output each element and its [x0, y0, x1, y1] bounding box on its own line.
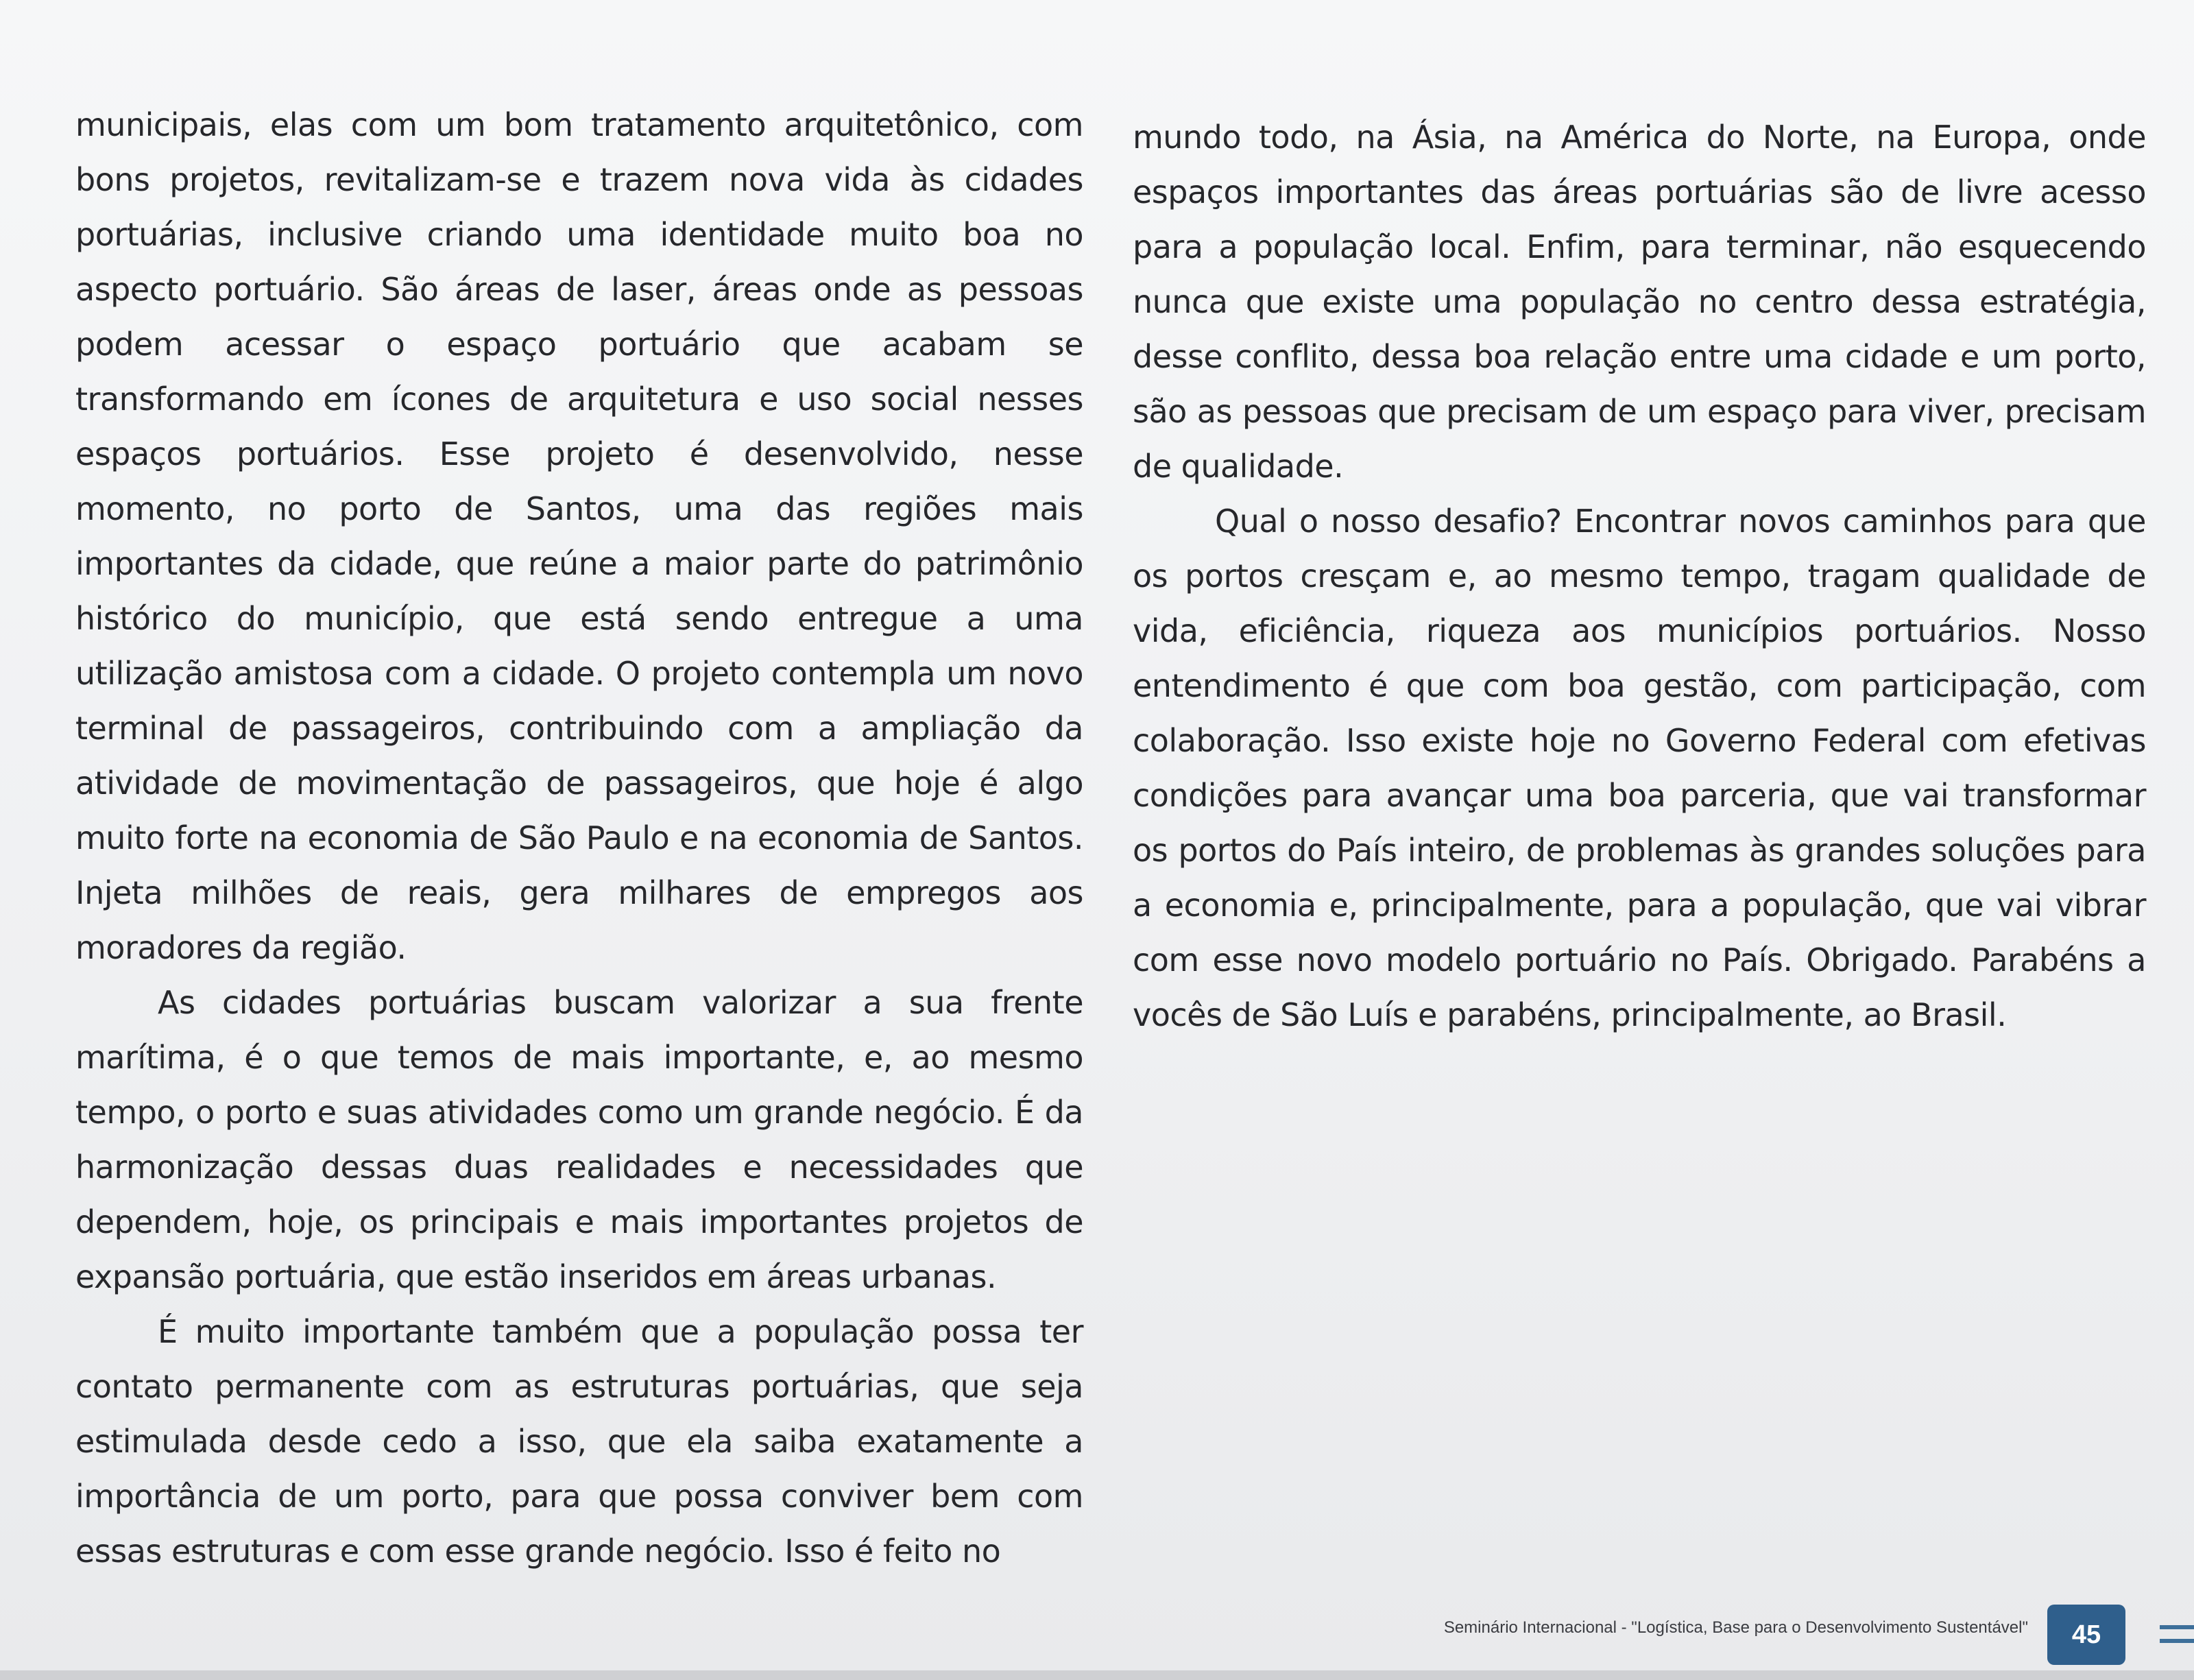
page-number: 45: [2071, 1620, 2101, 1649]
scan-bottom-edge: [0, 1670, 2194, 1680]
left-paragraph-3: É muito importante também que a população possa ter contato permanente com as estruturas portuárias, que seja estimulada desde cedo a isso, que ela saiba exatamente a importância de um porto, para que possa conviver bem com essas estruturas e com esse grande negócio. Isso é feito no: [75, 1313, 1083, 1570]
right-paragraph-2: Qual o nosso desafio? Encontrar novos caminhos para que os portos cresçam e, ao mesmo tempo, tragam qualidade de vida, eficiência, riqueza aos municípios portuários. Nosso entendimento é que com boa gestão, com participação, com colaboração. Isso existe hoje no Governo Federal com efetivas condições para avançar uma boa parceria, que vai transformar os portos do País inteiro, de problemas às grandes soluções para a economia e, principalmente, para a população, que vai vibrar com esse novo modelo portuário no País. Obrigado. Parabéns a vocês de São Luís e parabéns, principalmente, ao Brasil.: [1133, 503, 2146, 1033]
right-paragraph-1: mundo todo, na Ásia, na América do Norte, na Europa, onde espaços importantes das áreas portuárias são de livre acesso para a população local. Enfim, para terminar, não esquecendo nunca que existe uma população no centro dessa estratégia, desse conflito, dessa boa relação entre uma cidade e um porto, são as pessoas que precisam de um espaço para viver, precisam de qualidade.: [1133, 119, 2146, 485]
edge-stripes-decoration: [2160, 1625, 2194, 1653]
running-footer-title: Seminário Internacional - "Logística, Base para o Desenvolvimento Sustentável": [1443, 1618, 2028, 1637]
left-paragraph-2: As cidades portuárias buscam valorizar a sua frente marítima, é o que temos de mais importante, e, ao mesmo tempo, o porto e suas atividades como um grande negócio. É da harmonização dessas duas realidades e necessidades que dependem, hoje, os principais e mais importantes projetos de expansão portuária, que estão inseridos em áreas urbanas.: [75, 984, 1083, 1295]
page-number-badge: [2047, 1605, 2125, 1665]
right-text-column: [1133, 110, 2146, 1042]
left-text-column: [75, 97, 1083, 1579]
left-paragraph-1: municipais, elas com um bom tratamento arquitetônico, com bons projetos, revitalizam-se e trazem nova vida às cidades portuárias, inclusive criando uma identidade muito boa no aspecto portuário. São áreas de laser, áreas onde as pessoas podem acessar o espaço portuário que acabam se transformando em ícones de arquitetura e uso social nesses espaços portuários. Esse projeto é desenvolvido, nesse momento, no porto de Santos, uma das regiões mais importantes da cidade, que reúne a maior parte do patrimônio histórico do município, que está sendo entregue a uma utilização amistosa com a cidade. O projeto contempla um novo terminal de passageiros, contribuindo com a ampliação da atividade de movimentação de passageiros, que hoje é algo muito forte na economia de São Paulo e na economia de Santos. Injeta milhões de reais, gera milhares de empregos aos moradores da região.: [75, 106, 1083, 966]
